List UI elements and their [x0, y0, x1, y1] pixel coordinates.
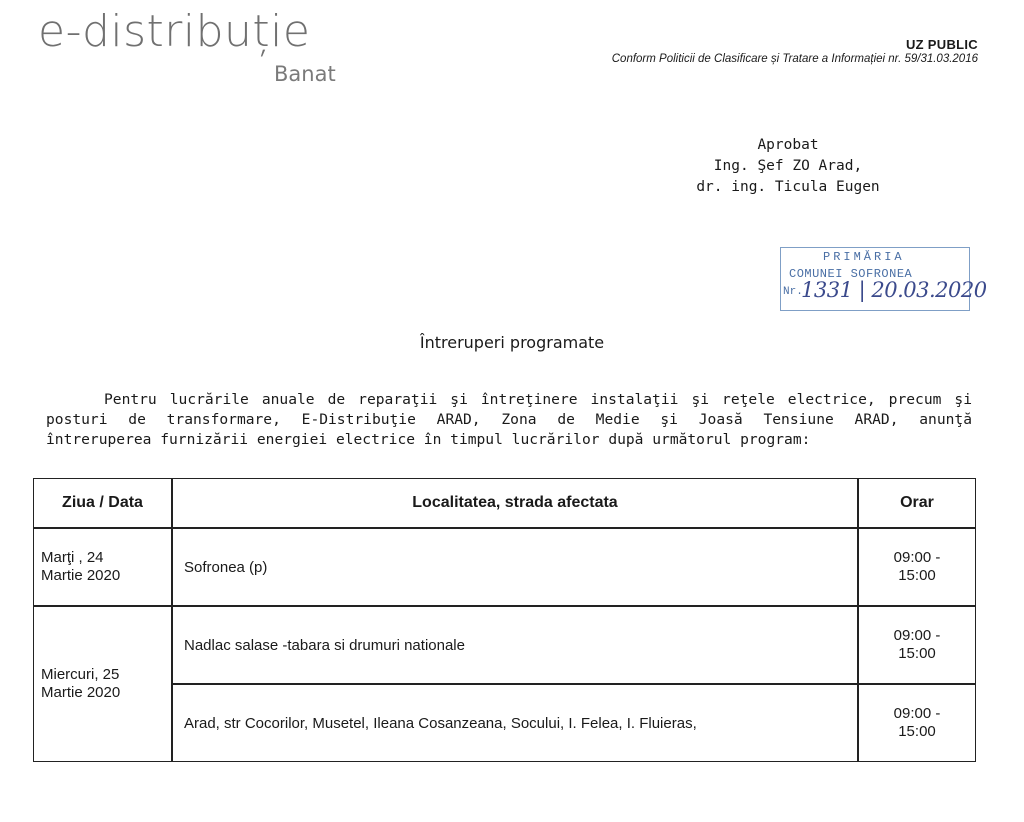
location-cell: Sofronea (p): [172, 528, 858, 606]
intro-paragraph: [46, 390, 972, 450]
header-time: Orar: [858, 478, 976, 528]
approval-line-3: dr. ing. Ticula Eugen: [696, 179, 880, 195]
time-line-2: 15:00: [898, 567, 936, 584]
stamp-handwritten-number: 1331 | 20.03.2020: [801, 278, 987, 302]
approval-line-2: Ing. Şef ZO Arad,: [713, 158, 863, 174]
header-location: Localitatea, strada afectata: [172, 478, 858, 528]
time-line-1: 09:00 -: [893, 549, 941, 566]
classification-title: UZ PUBLIC: [905, 37, 978, 52]
logo-subtitle: Banat: [274, 62, 336, 86]
time-line-1: 09:00 -: [893, 627, 941, 644]
registration-stamp: [780, 247, 987, 311]
stamp-line-2: COMUNEI SOFRONEA: [789, 267, 913, 281]
time-cell: [858, 528, 976, 606]
stamp-line-1: PRIMĂRIA: [823, 250, 905, 264]
time-line-2: 15:00: [898, 645, 936, 662]
day-cell: [33, 528, 172, 606]
company-logo: [38, 6, 336, 86]
location-cell: Nadlac salase -tabara si drumuri nationale: [172, 606, 858, 684]
time-cell: [858, 606, 976, 684]
stamp-nr-label: Nr.: [783, 286, 803, 298]
location-cell: Arad, str Cocorilor, Musetel, Ileana Cosanzeana, Socului, I. Felea, I. Fluieras,: [172, 684, 858, 762]
intro-line-1: Pentru lucrările anuale de reparaţii şi întreţinere instalaţii şi reţele electrice, precum şi: [104, 391, 972, 408]
day-line-2: Martie 2020: [41, 567, 121, 584]
time-line-2: 15:00: [898, 723, 936, 740]
approval-line-1: Aprobat: [757, 137, 819, 153]
logo-text: e-distribuție: [38, 6, 311, 57]
intro-line-3: întreruperea furnizării energiei electrice în timpul lucrărilor după următorul program:: [46, 431, 811, 448]
time-cell: [858, 684, 976, 762]
day-line-2: Martie 2020: [41, 684, 121, 701]
document-title: Întreruperi programate: [419, 333, 605, 352]
outage-schedule-table: [33, 478, 976, 762]
classification-note: Conform Politicii de Clasificare și Tratare a Informației nr. 59/31.03.2016: [611, 53, 978, 65]
day-line-1: Marţi , 24: [41, 549, 104, 566]
header-day: Ziua / Data: [33, 478, 172, 528]
classification-block: [612, 37, 978, 65]
day-line-1: Miercuri, 25: [41, 666, 120, 683]
time-line-1: 09:00 -: [893, 705, 941, 722]
day-cell: [33, 606, 172, 762]
approval-block: [668, 135, 908, 198]
intro-line-2: posturi de transformare, E-Distribuţie ARAD, Zona de Medie şi Joasă Tensiune ARAD, anunţă: [46, 411, 972, 428]
